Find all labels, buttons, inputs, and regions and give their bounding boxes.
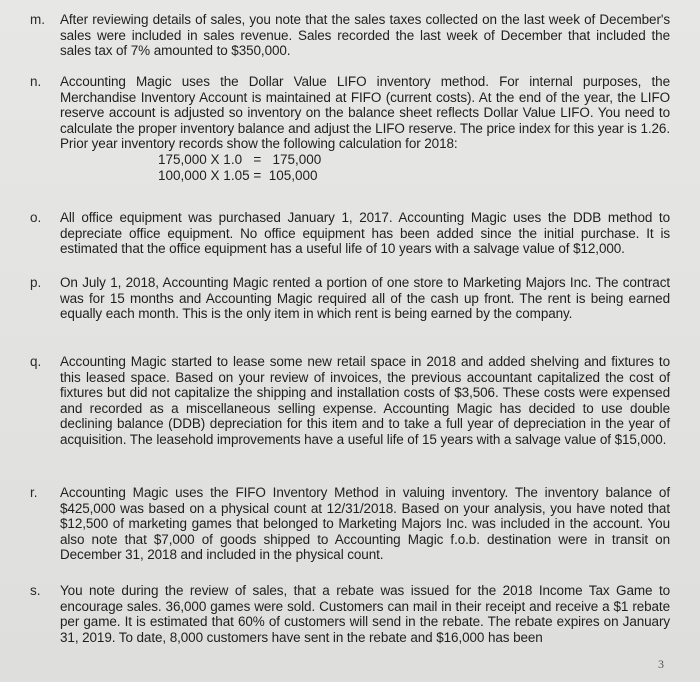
item-o: [30, 210, 670, 257]
item-marker: q.: [30, 354, 42, 369]
item-text: Accounting Magic uses the Dollar Value LIFO inventory method. For internal purposes, the Merchandise Inventory Account is maintained at FIFO (current costs). At the end of the year, the LIFO reserve account is adjusted so inventory on the balance sheet reflects Dollar Value LIFO. You need to calculate the proper inventory balance and adjust the LIFO reserve. The price index for this year is 1.26. Prior year inventory records show the following calculation for 2018:: [60, 74, 670, 152]
item-marker: n.: [30, 74, 42, 89]
item-marker: r.: [30, 485, 38, 500]
item-text: On July 1, 2018, Accounting Magic rented a portion of one store to Marketing Majors Inc. The contract was for 15 months and Accounting Magic required all of the cash up front. The rent is being earned equally each month. This is the only item in which rent is being earned by the company.: [60, 275, 670, 322]
item-marker: o.: [30, 210, 42, 225]
item-r: [30, 485, 670, 563]
item-p: [30, 275, 670, 322]
item-n: [30, 74, 670, 183]
item-text: Accounting Magic uses the FIFO Inventory Method in valuing inventory. The inventory balance of $425,000 was based on a physical count at 12/31/2018. Based on your analysis, you have noted that $12,500 of marketing games that belonged to Marketing Majors Inc. was included in the account. You also note that $7,000 of goods shipped to Accounting Magic f.o.b. destination were in transit on December 31, 2018 and included in the physical count.: [60, 485, 670, 563]
page-number: 3: [658, 657, 664, 671]
item-s: [30, 583, 670, 645]
item-text: All office equipment was purchased January 1, 2017. Accounting Magic uses the DDB method to depreciate office equipment. No office equipment has been added since the initial purchase. It is estimated that the office equipment has a useful life of 10 years with a salvage value of $12,000.: [60, 210, 670, 257]
calculation-line-2: 100,000 X 1.05 = 105,000: [158, 167, 318, 183]
item-q: [30, 354, 670, 448]
item-text: Accounting Magic started to lease some new retail space in 2018 and added shelving and fixtures to this leased space. Based on your review of invoices, the previous accountant capitalized the cost of fixtures but did not capitalize the shipping and installation costs of $3,506. These costs were expensed and recorded as a miscellaneous selling expense. Accounting Magic has decided to use double declining balance (DDB) depreciation for this item and to take a full year of depreciation in the year of acquisition. The leasehold improvements have a useful life of 15 years with a salvage value of $15,000.: [60, 354, 670, 447]
item-marker: p.: [30, 275, 42, 290]
item-marker: m.: [30, 12, 45, 27]
item-text: After reviewing details of sales, you note that the sales taxes collected on the last week of December's sales were included in sales revenue. Sales recorded the last week of December that included the sales tax of 7% amounted to $350,000.: [60, 12, 670, 59]
calculation-line-1: 175,000 X 1.0 = 175,000: [158, 151, 322, 167]
item-text: You note during the review of sales, that a rebate was issued for the 2018 Income Tax Game to encourage sales. 36,000 games were sold. Customers can mail in their receipt and receive a $1 rebate per game. It is estimated that 60% of customers will send in the rebate. The rebate expires on January 31, 2019. To date, 8,000 customers have sent in the rebate and $16,000 has been: [60, 583, 670, 645]
item-marker: s.: [30, 583, 41, 598]
item-m: [30, 12, 670, 59]
